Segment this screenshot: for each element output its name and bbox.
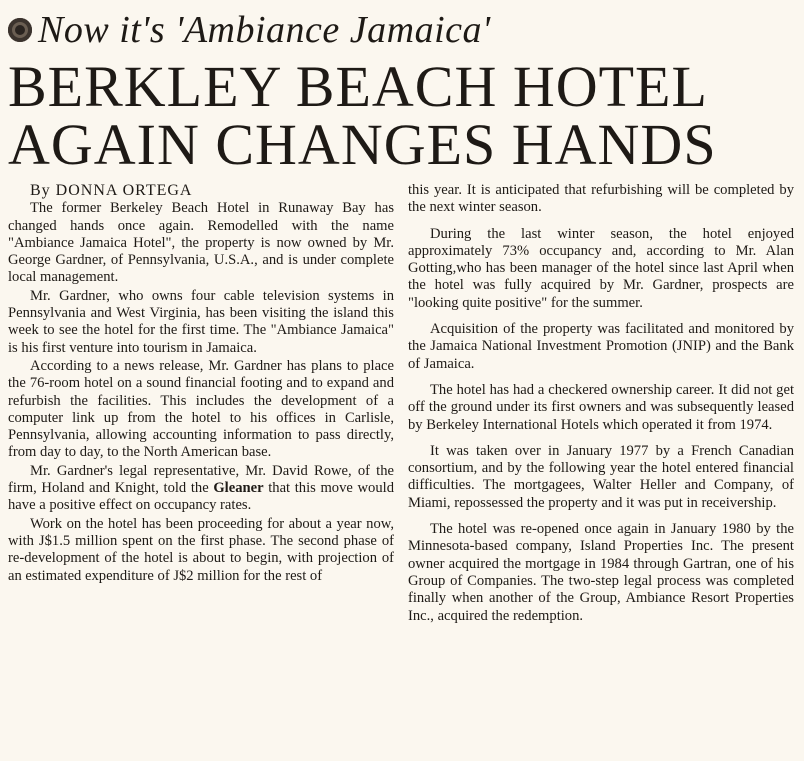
column-left xyxy=(8,182,394,625)
paragraph: It was taken over in January 1977 by a French Canadian consortium, and by the following year the hotel entered financial difficulties. The mortgagees, Walter Heller and Company, of Miami, repossessed the property and it was put in receivership. xyxy=(408,442,794,511)
column-right xyxy=(408,182,794,625)
paragraph: According to a news release, Mr. Gardner has plans to place the 76-room hotel on a sound financial footing and to expand and refurbish the facilities. This includes the development of a computer link up from the hotel to his offices in Carlisle, Pennsylvania, allowing accounting information to pass directly, from day to day, to the North American base. xyxy=(8,357,394,461)
article-body xyxy=(8,182,794,625)
headline-line-1: BERKLEY BEACH HOTEL xyxy=(8,54,708,119)
paragraph: During the last winter season, the hotel enjoyed approximately 73% occupancy and, according to Mr. Alan Gotting,who has been manager of the hotel since last April when the hotel was fully acquired by Mr. Gardner, prospects are "looking quite positive" for the summer. xyxy=(408,225,794,311)
paragraph: Acquisition of the property was facilitated and monitored by the Jamaica National Investment Promotion (JNIP) and the Bank of Jamaica. xyxy=(408,321,794,372)
paragraph: The hotel was re-opened once again in January 1980 by the Minnesota-based company, Island Properties Inc. The present owner acquired the mortgage in 1984 through Gartran, one of his Group of Companies. The two-step legal process was completed finally when another of the Group, Ambiance Resort Properties Inc., acquired the redemption. xyxy=(408,521,794,624)
kicker-text: Now it's 'Ambiance Jamaica' xyxy=(38,9,491,51)
paragraph: Work on the hotel has been proceeding for about a year now, with J$1.5 million spent on the first phase. The second phase of re-development of the hotel is about to begin, with projection of an estimated expenditure of J$2 million for the rest of xyxy=(8,515,394,584)
paragraph xyxy=(8,463,394,515)
headline-line-2: AGAIN CHANGES HANDS xyxy=(8,112,717,177)
paragraph-text: Mr. Gardner's legal representative, Mr. David Rowe, of the firm, Holand and Knight, told the xyxy=(8,462,394,497)
newspaper-name: Gleaner xyxy=(213,480,264,497)
paragraph: Mr. Gardner, who owns four cable television systems in Pennsylvania and West Virginia, has been visiting the island this week to see the hotel for the first time. The "Ambiance Jamaica" is his first venture into tourism in Jamaica. xyxy=(8,287,394,356)
kicker xyxy=(8,4,794,56)
paragraph: this year. It is anticipated that refurbishing will be completed by the next winter season. xyxy=(408,182,794,216)
paragraph: The former Berkeley Beach Hotel in Runaway Bay has changed hands once again. Remodelled with the name "Ambiance Jamaica Hotel", the property is now owned by Mr. George Gardner, of Pennsylvania, U.S.A., and is under complete local management. xyxy=(8,200,394,286)
paragraph-text: that this move would have a positive effect on occupancy rates. xyxy=(8,480,394,514)
byline: By DONNA ORTEGA xyxy=(30,182,193,199)
bullet-icon xyxy=(8,18,32,42)
headline xyxy=(8,54,794,177)
paragraph: The hotel has had a checkered ownership career. It did not get off the ground under its first owners and was subsequently leased by Berkeley International Hotels which operated it from 1974. xyxy=(408,381,794,433)
